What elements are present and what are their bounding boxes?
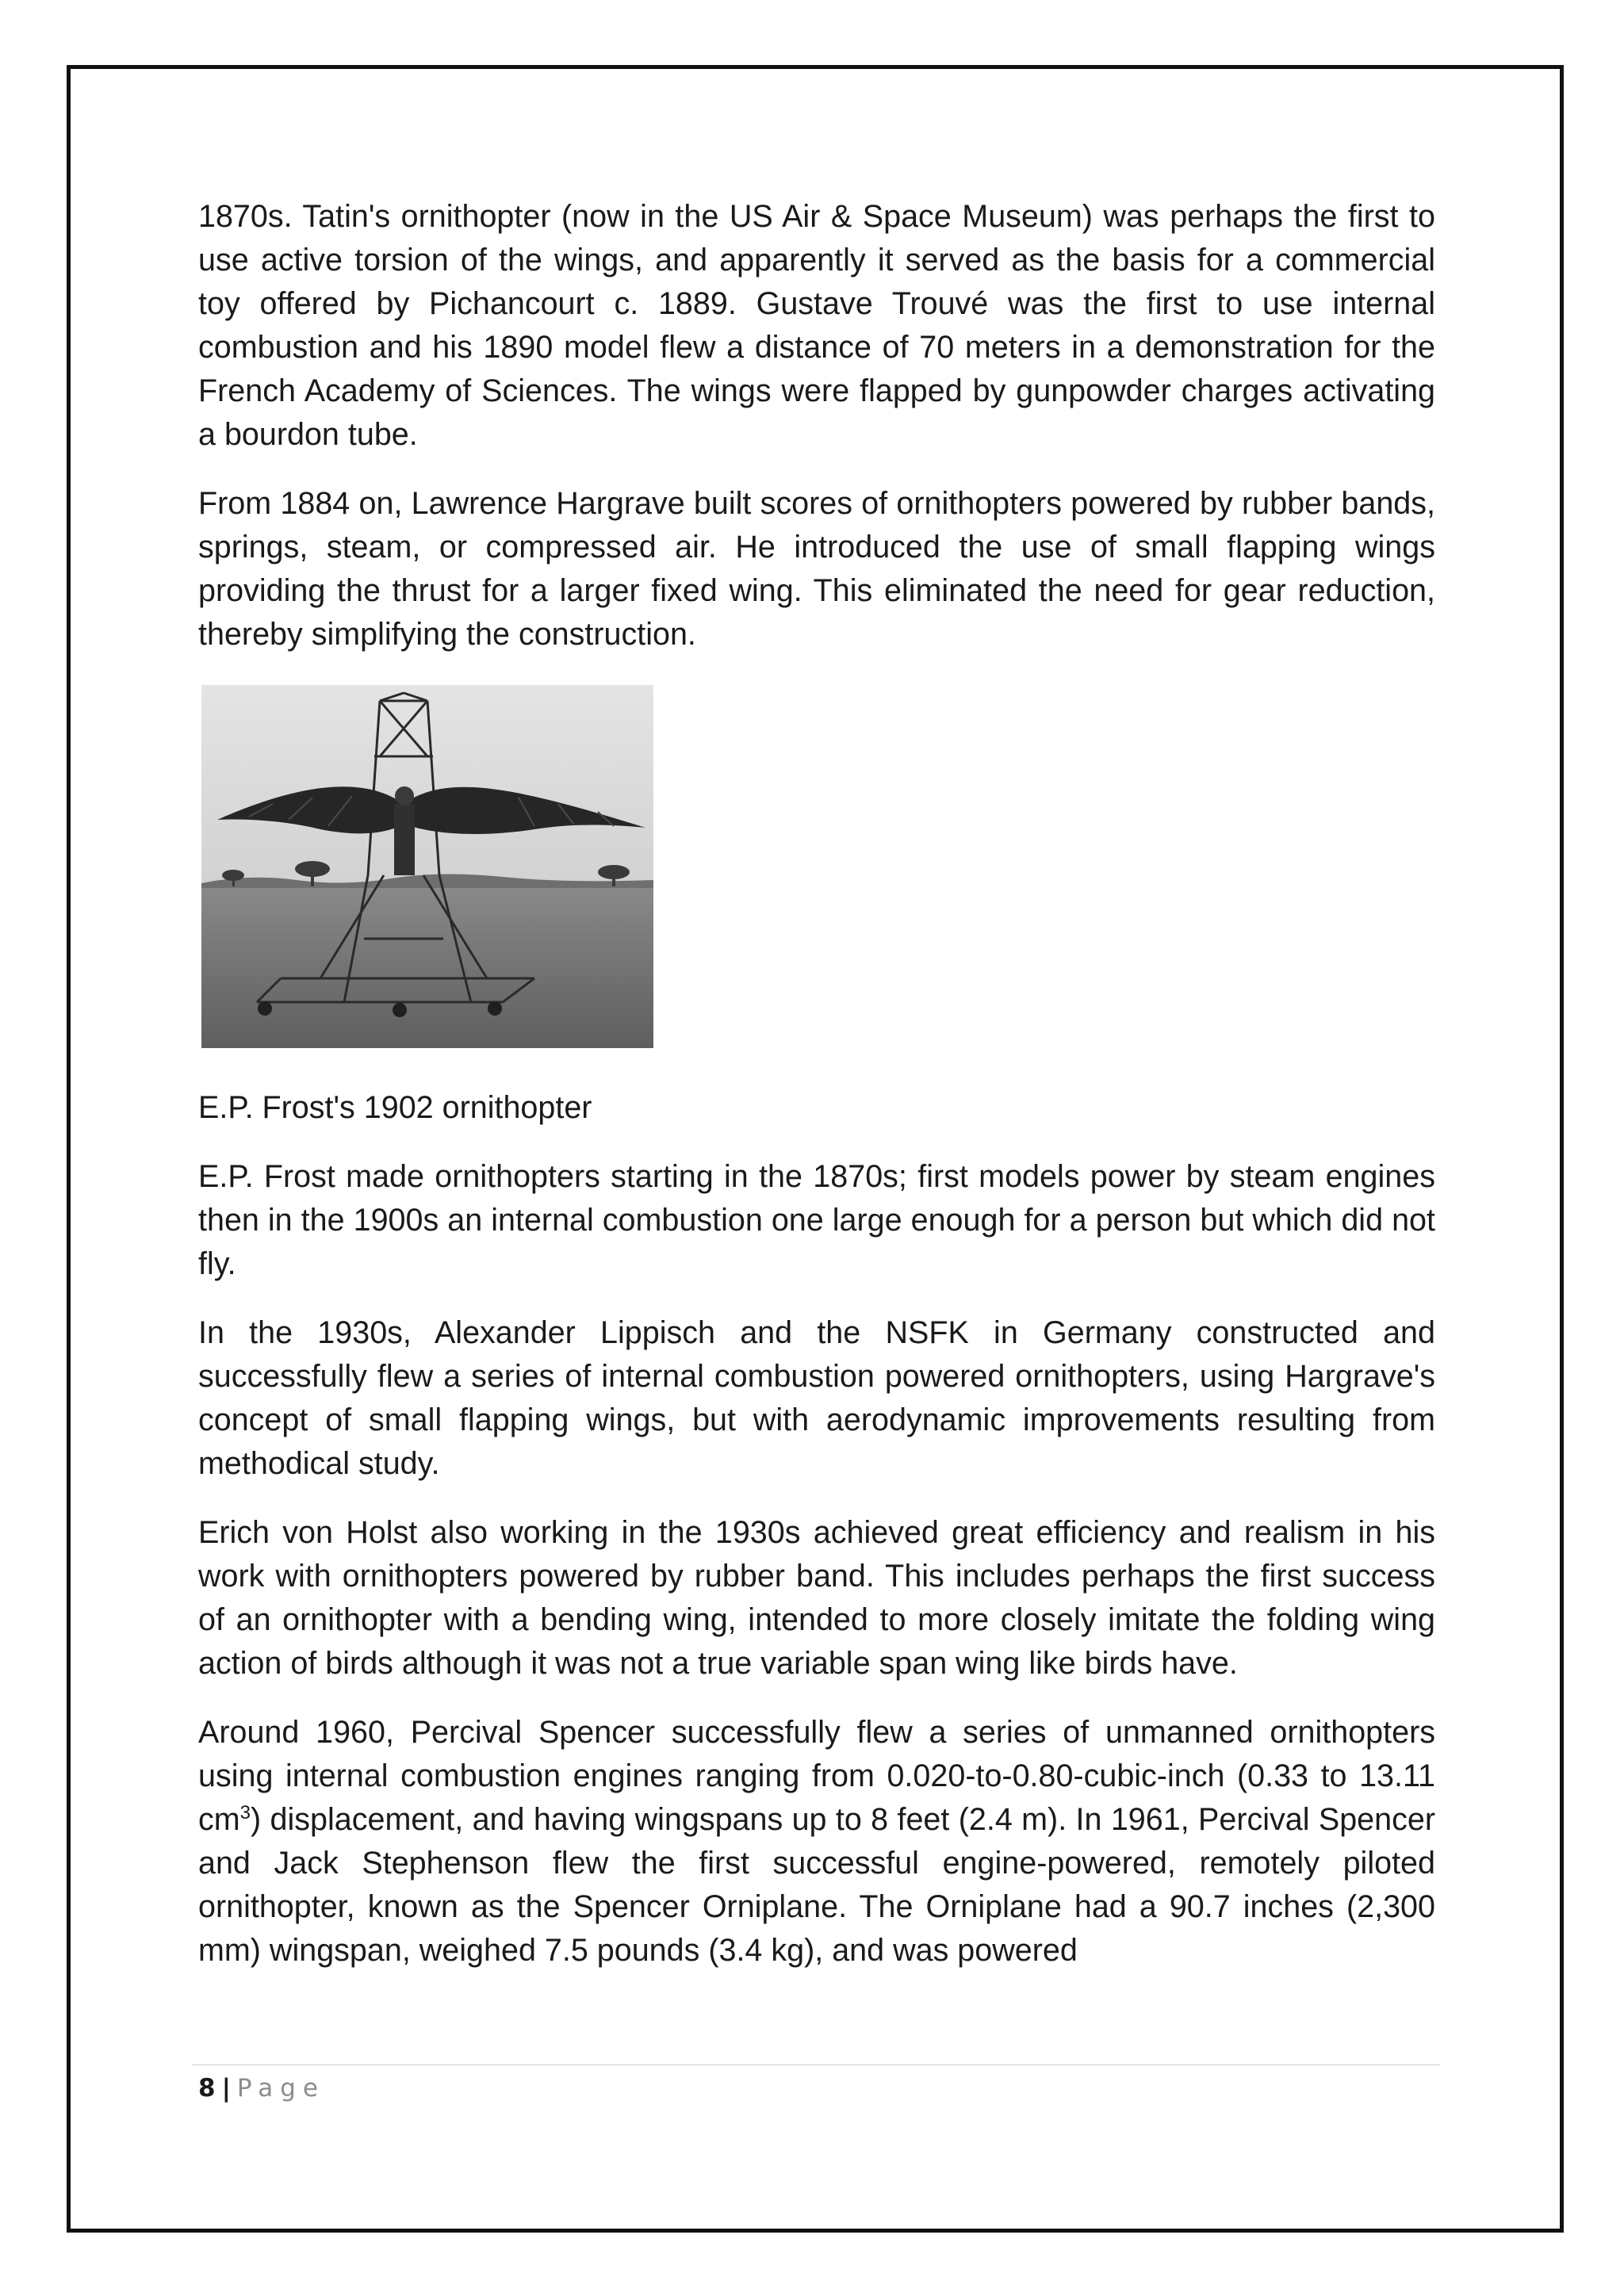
frost-ornithopter-photo xyxy=(201,685,653,1048)
cubic-superscript: 3 xyxy=(239,1801,251,1823)
page-footer xyxy=(198,2071,325,2106)
footer-rule xyxy=(192,2064,1440,2065)
page-content xyxy=(198,195,1435,1998)
paragraph-spencer xyxy=(198,1711,1435,1973)
footer-separator: | xyxy=(221,2074,231,2103)
paragraph-tatin-trouve: 1870s. Tatin's ornithopter (now in the US Air & Space Museum) was perhaps the first to use active torsion of the wings, and apparently it served as the basis for a commercial toy offered by Pichancourt c. 1889. Gustave Trouvé was the first to use internal combustion and his 1890 model flew a distance of 70 meters in a demonstration for the French Academy of Sciences. The wings were flapped by gunpowder charges activating a bourdon tube. xyxy=(198,199,1435,452)
page-number: 8 xyxy=(198,2074,216,2103)
paragraph-von-holst: Erich von Holst also working in the 1930s achieved great efficiency and realism in his work with ornithopters powered by rubber band. This includes perhaps the first success of an ornithopter with a bending wing, intended to more closely imitate the folding wing action of birds although it was not a true variable span wing like birds have. xyxy=(198,1515,1435,1681)
paragraph-frost: E.P. Frost made ornithopters starting in the 1870s; first models power by steam engines then in the 1900s an internal combustion one large enough for a person but which did not fly. xyxy=(198,1159,1435,1281)
paragraph-spencer-part1: Around 1960, Percival Spencer successfully flew a series of unmanned ornithopters using internal combustion engines ranging from 0.020-to-0.80-cubic-inch (0.33 to 13.11 cm xyxy=(198,1715,1435,1837)
ornithopter-illustration xyxy=(201,685,653,1048)
figure-caption: E.P. Frost's 1902 ornithopter xyxy=(198,1090,592,1125)
paragraph-hargrave: From 1884 on, Lawrence Hargrave built scores of ornithopters powered by rubber bands, springs, steam, or compressed air. He introduced the use of small flapping wings providing the thrust for a larger fixed wing. This eliminated the need for gear reduction, thereby simplifying the construction. xyxy=(198,486,1435,652)
paragraph-lippisch: In the 1930s, Alexander Lippisch and the NSFK in Germany constructed and successfully flew a series of internal combustion powered ornithopters, using Hargrave's concept of small flapping wings, but with aerodynamic improvements resulting from methodical study. xyxy=(198,1315,1435,1481)
footer-page-label: Page xyxy=(236,2074,325,2103)
paragraph-spencer-part2: ) displacement, and having wingspans up to 8 feet (2.4 m). In 1961, Percival Spencer and Jack Stephenson flew the first successful engine-powered, remotely piloted ornithopter, known as the Spencer Orniplane. The Orniplane had a 90.7 inches (2,300 mm) wingspan, weighed 7.5 pounds (3.4 kg), and was powered xyxy=(198,1802,1435,1968)
